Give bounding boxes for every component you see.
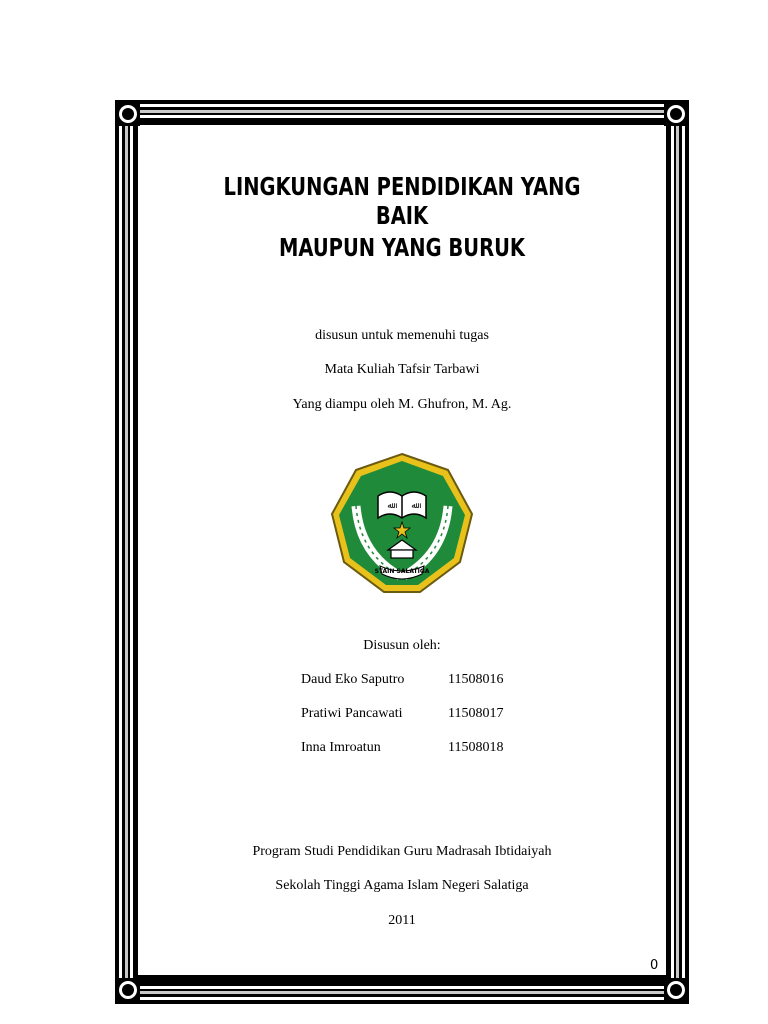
author-row	[301, 672, 561, 690]
border-corner-ornament	[116, 102, 140, 126]
logo-ribbon-text: STAIN SALATIGA	[374, 568, 430, 575]
author-name: Daud Eko Saputro	[301, 672, 405, 687]
author-row	[301, 706, 561, 724]
author-id: 11508018	[448, 740, 504, 755]
institution-logo	[326, 446, 478, 598]
authors-heading: Disusun oleh:	[363, 638, 441, 653]
year-text: 2011	[388, 913, 416, 928]
lecturer-text: Yang diampu oleh M. Ghufron, M. Ag.	[292, 397, 512, 412]
svg-text:ﷲ: ﷲ	[387, 501, 393, 510]
author-id: 11508016	[448, 672, 504, 687]
border-corner-ornament	[116, 978, 140, 1002]
institution-text: Sekolah Tinggi Agama Islam Negeri Salatiga	[275, 878, 529, 893]
author-row	[301, 740, 561, 758]
author-name: Pratiwi Pancawati	[301, 706, 403, 721]
document-title-line-2: MAUPUN YANG BURUK	[278, 233, 526, 262]
border-corner-ornament	[664, 978, 688, 1002]
course-text: Mata Kuliah Tafsir Tarbawi	[324, 362, 480, 377]
document-title-line-1: LINGKUNGAN PENDIDIKAN YANG BAIK	[223, 172, 581, 230]
border-corner-ornament	[664, 102, 688, 126]
author-id: 11508017	[448, 706, 504, 721]
author-name: Inna Imroatun	[301, 740, 381, 755]
purpose-text: disusun untuk memenuhi tugas	[315, 328, 489, 343]
svg-text:ﷲ: ﷲ	[411, 501, 417, 510]
program-text: Program Studi Pendidikan Guru Madrasah Ibtidaiyah	[252, 844, 552, 859]
page-number: 0	[650, 958, 659, 973]
